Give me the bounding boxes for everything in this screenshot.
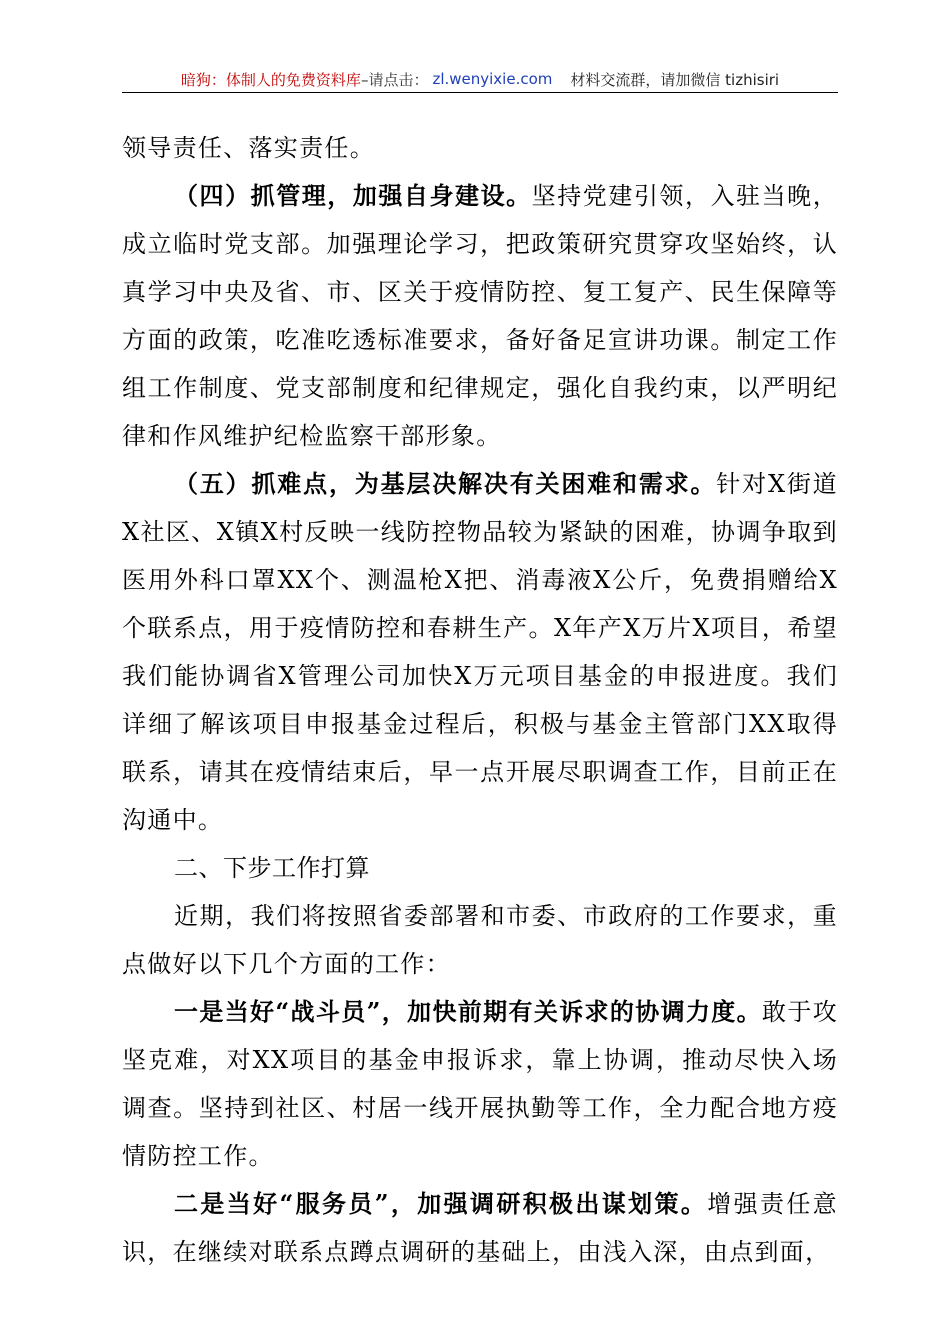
header-url-link[interactable]: zl.wenyixie.com: [432, 70, 553, 88]
header-click-prompt: –请点击：: [360, 70, 429, 89]
paragraph-6-lead: 二是当好“服务员”，加强调研积极出谋划策。: [174, 1189, 708, 1218]
paragraph-6: [122, 1180, 838, 1276]
header-site-name: 暗狗：体制人的免费资料库: [180, 70, 361, 89]
paragraph-2-body: 坚持党建引领，入驻当晚，成立临时党支部。加强理论学习，把政策研究贯穿攻坚始终，认真学习中央及省、市、区关于疫情防控、复工复产、民生保障等方面的政策，吃准吃透标准要求，备好备足宣讲功课。制定工作组工作制度、党支部制度和纪律规定，强化自我约束，以严明纪律和作风维护纪检监察干部形象。: [122, 182, 838, 450]
paragraph-6-body: 增强责任意识，在继续对联系点蹲点调研的基础上，由浅入深，由点到面，: [122, 1190, 838, 1266]
paragraph-4: 近期，我们将按照省委部署和市委、市政府的工作要求，重点做好以下几个方面的工作：: [122, 902, 838, 978]
paragraph-3-body: 针对X街道X社区、X镇X村反映一线防控物品较为紧缺的困难，协调争取到医用外科口罩XX个、测温枪X把、消毒液X公斤，免费捐赠给X个联系点，用于疫情防控和春耕生产。X年产X万片X项目，希望我们能协调省X管理公司加快X万元项目基金的申报进度。我们详细了解该项目申报基金过程后，积极与基金主管部门XX取得联系，请其在疫情结束后，早一点开展尽职调查工作，目前正在沟通中。: [122, 470, 838, 834]
paragraph-2: [122, 172, 838, 460]
paragraph-5-body: 敢于攻坚克难，对XX项目的基金申报诉求，靠上协调，推动尽快入场调查。坚持到社区、村居一线开展执勤等工作，全力配合地方疫情防控工作。: [122, 998, 838, 1170]
paragraph-2-lead: （四）抓管理，加强自身建设。: [174, 181, 532, 210]
header-wechat-note: 材料交流群，请加微信 tizhisiri: [570, 70, 780, 89]
page-header: [122, 66, 838, 92]
header-divider: [122, 92, 838, 93]
section-2-heading: 二、下步工作打算: [174, 854, 370, 882]
document-body: [122, 124, 838, 1276]
paragraph-3-lead: （五）抓难点，为基层决解决有关困难和需求。: [174, 469, 717, 498]
paragraph-5-lead: 一是当好“战斗员”，加快前期有关诉求的协调力度。: [174, 997, 762, 1026]
paragraph-1: 领导责任、落实责任。: [122, 134, 375, 162]
paragraph-5: [122, 988, 838, 1180]
paragraph-3: [122, 460, 838, 844]
